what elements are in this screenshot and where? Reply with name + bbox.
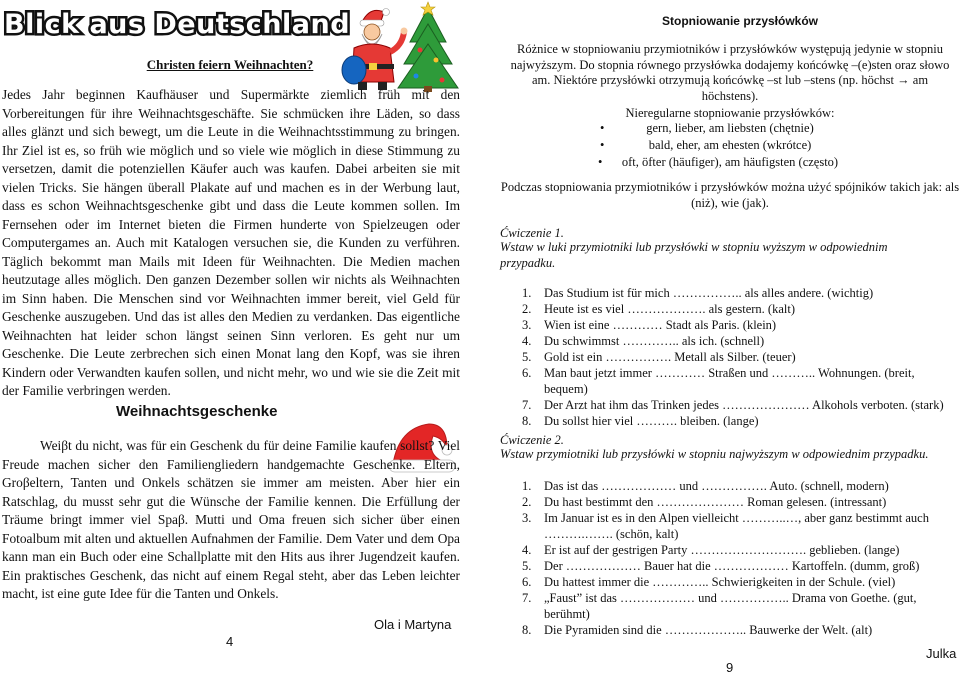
exercise1-list — [522, 285, 960, 429]
intro-paragraph — [500, 42, 960, 89]
gifts-heading: Weihnachtsgeschenke — [116, 403, 278, 420]
list-item: 1. Das Studium ist für mich …………….. als alles andere. (wichtig) — [522, 286, 874, 300]
author-right: Julka — [926, 646, 957, 661]
exercise2-instruction: Wstaw przymiotniki lub przysłówki w stopniu najwyższym w odpowiednim przypadku. — [500, 447, 929, 461]
exercise1-heading: Ćwiczenie 1. — [500, 226, 564, 240]
list-item: 3. Im Januar ist es in den Alpen vielleicht ………..…, aber ganz bestimmt auch ……….……. (schön, kalt) — [522, 511, 929, 541]
article-title: Christen feiern Weihnachten? — [146, 57, 314, 72]
page-number-right: 9 — [726, 660, 734, 675]
grammar-intro — [500, 42, 960, 104]
gifts-body — [2, 437, 460, 604]
arrow-icon: → — [897, 73, 910, 87]
list-item: 1. Das ist das ……………… und ……………. Auto. (schnell, modern) — [522, 479, 889, 493]
banner-text: Blick aus Deutschland — [4, 9, 351, 40]
magazine-banner — [2, 3, 351, 43]
exercise2-list — [522, 478, 942, 638]
bullet-icon: • — [600, 121, 605, 135]
banner-logo — [2, 3, 351, 43]
intro-text: Różnice w stopniowaniu przymiotników i przysłówków występują jedynie w stopniu najwyższym. Do stopnia równego przysłówka dodajemy końcówkę –(e)sten oraz słowo am. Niektóre przysłówki otrzymują końcówkę –st lub –stens (np. höchst — [510, 42, 950, 87]
page-number-left: 4 — [226, 634, 234, 649]
list-item: 6. Man baut jetzt immer ………… Straßen und ……….. Wohnungen. (breit, bequem) — [522, 366, 915, 396]
list-item: 3. Wien ist eine ………… Stadt als Paris. (klein) — [522, 318, 777, 332]
article-body — [2, 86, 460, 401]
intro-continuation: höchstens). — [701, 88, 759, 103]
list-item: 7. „Faust” ist das ……………… und …………….. Drama von Goethe. (gut, berühmt) — [522, 591, 917, 621]
list-item: 5. Gold ist ein ……………. Metall als Silber. (teuer) — [522, 350, 796, 364]
list-item: 8. Die Pyramiden sind die ……………….. Bauwerke der Welt. (alt) — [522, 623, 873, 637]
irregular-item: • bald, eher, am ehesten (wkrótce) — [600, 138, 812, 152]
list-item: 5. Der ……………… Bauer hat die ……………… Kartoffeln. (dumm, groß) — [522, 559, 920, 573]
comparison-note: Podczas stopniowania przymiotników i przysłówków można użyć spójników takich jak: als (niż), wie (jak). — [500, 180, 960, 210]
list-item: 2. Du hast bestimmt den ………………… Roman gelesen. (intressant) — [522, 495, 887, 509]
author-left: Ola i Martyna — [374, 617, 452, 632]
bullet-icon: • — [600, 138, 605, 152]
irregular-item: • gern, lieber, am liebsten (chętnie) — [600, 121, 814, 135]
list-item: 8. Du sollst hier viel ………. bleiben. (lange) — [522, 414, 759, 428]
irregular-item: • oft, öfter (häufiger), am häufigsten (często) — [598, 155, 839, 169]
list-item: 4. Er ist auf der gestrigen Party ………………………. geblieben. (lange) — [522, 543, 900, 557]
bullet-icon: • — [598, 155, 603, 169]
article-paragraph: Jedes Jahr beginnen Kaufhäuser und Supermärkte ziemlich früh mit den Vorbereitungen für ihre Weihnachtsgeschäfte. Sie schmücken ihre Läden, so dass alles glänzt und sich bewegt, um die Leute in die Weihnachtsstimmung zu bringen. Ihr Ziel ist es, so früh wie möglich und so viele wie möglich in diese Stimmung zu versetzen, damit die potenziellen Käufer auch was kaufen. Dabei arbeiten sie mit vielen Tricks. Sie hängen überall Plakate auf und machen es in der Werbung laut, dass es schon Weihnachtsgeschenke gibt und dass die Leute kommen sollen. Im Fernsehen oder im Internet bieten die Firmen hunderte von Spielzeugen oder Computergames an. Auch mit Katalogen versuchen sie, die Kunden zu verführen. Täglich bekommt man Mails mit Ideen für Weihnachten. Die Medien machen heutzutage alles möglich. Den ganzen Dezember sollen wir nichts als Weihnachten im Sinn haben. Die Menschen sind vor Weihnachten immer bereit, viel Geld für Geschenke auszugeben. Und das ist alles den Medien zu verdanken. Das eigentliche Weihnachten hat leider schon längst seinen Sinn verloren. Es geht nur um Geschenke. Die Leute zerbrechen sich einen Monat lang den Kopf, was sie ihren Kindern oder Verwandten kaufen sollen, und nicht mehr, wo und wie sie die Zeit mit der Familie verbringen werden. — [2, 87, 460, 398]
list-item: 6. Du hattest immer die ………….. Schwierigkeiten in der Schule. (viel) — [522, 575, 896, 589]
grammar-title: Stopniowanie przysłówków — [661, 14, 819, 28]
intro-am: am — [912, 73, 929, 87]
exercise2-heading: Ćwiczenie 2. — [500, 433, 564, 447]
irregular-list — [500, 120, 960, 171]
gifts-paragraph: Weiβt du nicht, was für ein Geschenk du für deine Familie kaufen sollst? Viel Freude machen sicher den Familiengliedern handgemachte Geschenke. Eltern, Groβeltern, Tanten und Onkels schätzen sie immer am meisten. Aber hier ein Ratschlag, du musst sehr gut die Wünsche der Familie kennen. Die Erfüllung der Träume bringt immer viel Spaβ. Mutti und Oma freuen sich sicher über einen Fotoalbum mit alten und aktuellen Aufnahmen der Familie. Dem Vater und dem Opa kann man ein Buch oder eine Schallplatte mit den Hits aus ihrer Jugendzeit kaufen. Ein praktisches Geschenk, das nicht auf einem Regal steht, aber das Leben leichter macht, ist eine gute Idee für die Tanten und Onkels. — [2, 438, 460, 601]
list-item: 4. Du schwimmst ………….. als ich. (schnell) — [522, 334, 765, 348]
irregular-heading: Nieregularne stopniowanie przysłówków: — [625, 106, 835, 120]
list-item: 7. Der Arzt hat ihm das Trinken jedes ………………… Alkohols verboten. (stark) — [522, 398, 944, 412]
list-item: 2. Heute ist es viel ………………. als gestern. (kalt) — [522, 302, 795, 316]
santa-tree-illustration — [340, 2, 458, 92]
exercise1-instruction: Wstaw w luki przymiotniki lub przysłówki w stopniu wyższym w odpowiednim przypadku. — [500, 240, 888, 270]
